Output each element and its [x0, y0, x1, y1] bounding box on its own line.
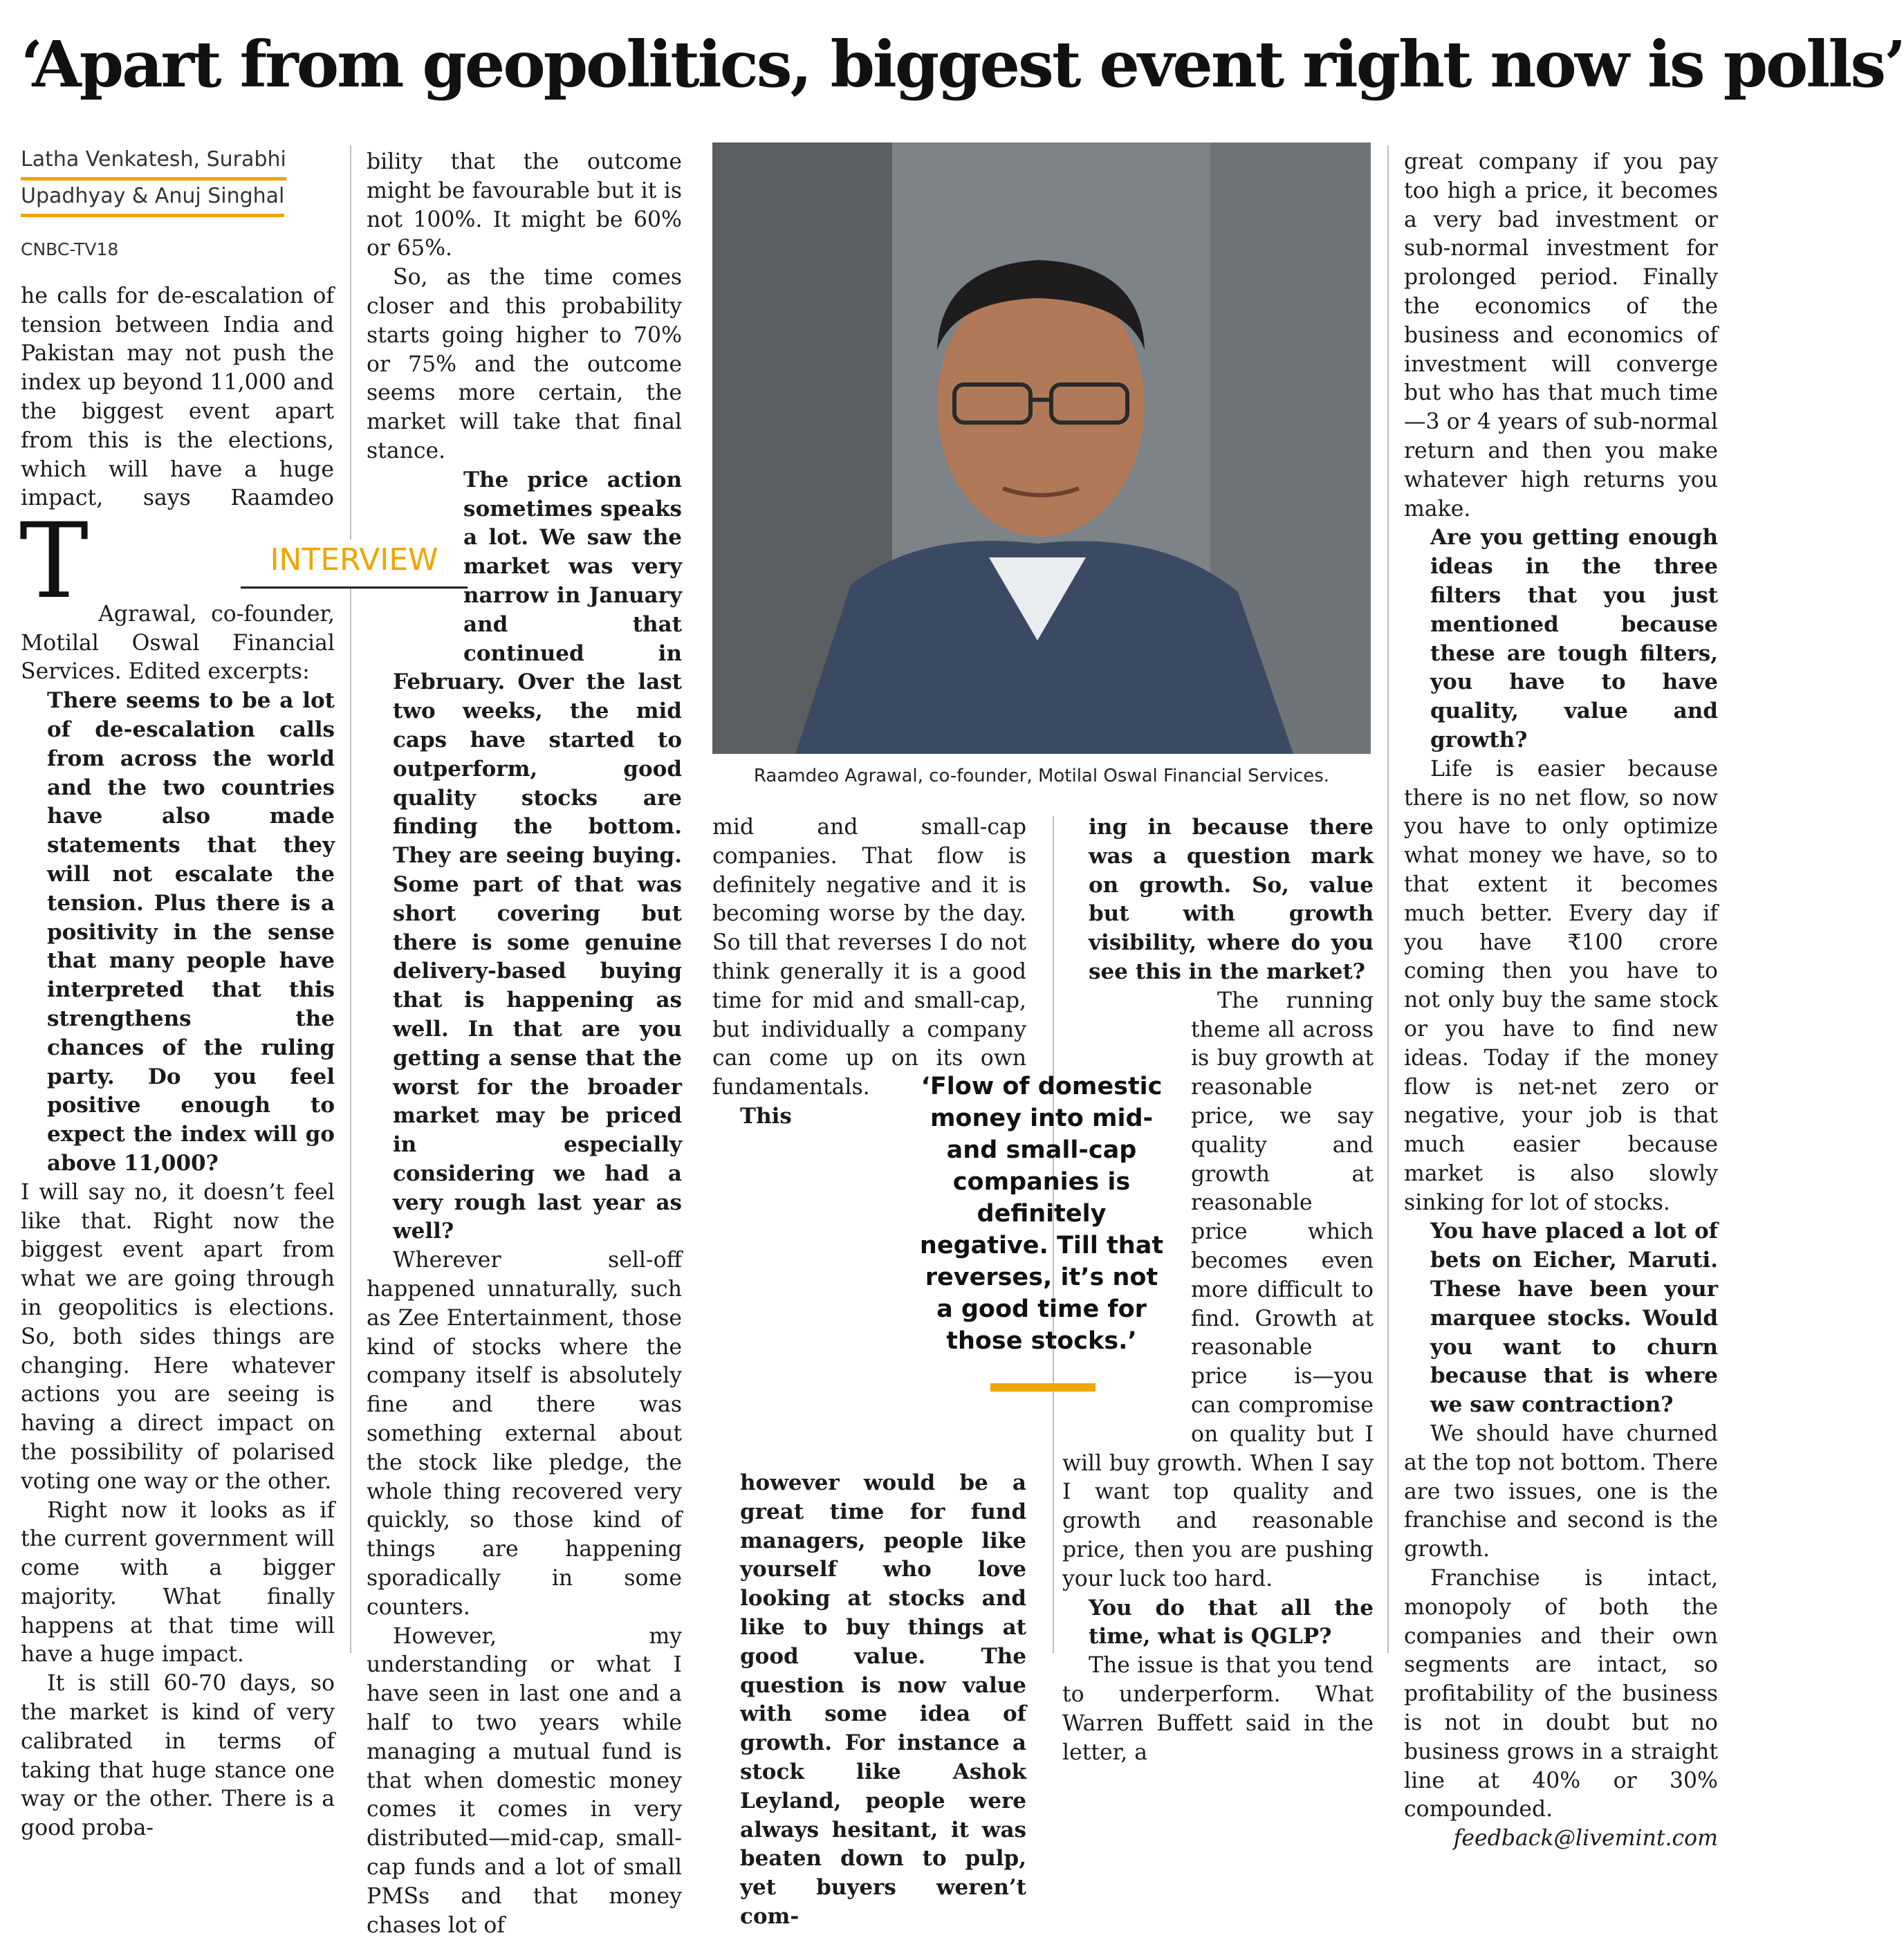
paragraph: So, as the time comes closer and this probability starts going higher to 70% or 75% and the outcome seems more certain, the market will take that final stance.	[367, 265, 682, 463]
answer-6: We should have churned at the top not bottom. There are two issues, one is the franchise and second is the growth.	[1404, 1421, 1718, 1562]
column-2	[367, 148, 682, 1938]
byline-authors-line2: Upadhyay & Anuj Singhal	[21, 181, 284, 217]
column-5	[1404, 148, 1718, 1851]
paragraph: Franchise is intact, monopoly of both the companies and their own segments are intact, so profitability of the business is not in doubt but no business grows in a straight line at 40% or 30% compounded.	[1404, 1566, 1718, 1822]
column-1	[19, 144, 335, 1841]
byline-source: CNBC-TV18	[21, 239, 119, 259]
drop-cap: T	[19, 501, 89, 622]
answer-1: I will say no, it doesn’t feel like that. Right now the biggest event apart from what we are going through in geopolitics is elections. So, both sides things are changing. Here whatever actions you are seeing is having a direct impact on the possibility of polarised voting one way or the other.	[21, 1179, 335, 1494]
question-5: Are you getting enough ideas in the three filters that you just mentioned because these are tough filters, you have to have quality, value and growth?	[1430, 525, 1718, 752]
question-6: You have placed a lot of bets on Eicher, Maruti. These have been your marquee stocks. Would you want to churn because that is where we saw contraction?	[1430, 1219, 1718, 1418]
paragraph: It is still 60-70 days, so the market is kind of very calibrated in terms of taking that huge stance one way or the other. There is a good proba-	[21, 1671, 335, 1841]
answer-2: Wherever sell-off happened unnaturally, such as Zee Entertainment, those kind of stocks where the company itself is absolutely fine and there was something external about the stock like pledge, the whole thing recovered very quickly, so those kind of things are happening sporadically in some counters.	[367, 1248, 682, 1620]
paragraph: bility that the outcome might be favourable but it is not 100%. It might be 60% or 65%.	[367, 149, 682, 261]
paragraph: Right now it looks as if the current government will come with a bigger majority. What finally happens at that time will have a huge impact.	[21, 1497, 335, 1668]
paragraph: However, my understanding or what I have seen in last one and a half to two years while managing a mutual fund is that when domestic money comes it comes in very distributed—mid-cap, small-cap funds and a lot of small PMSs and that money chases lot of	[367, 1623, 682, 1938]
byline-authors-line1: Latha Venkatesh, Surabhi	[21, 144, 286, 181]
question-3-continued: ing in because there was a question mark on growth. So, value but with growth visibility, where do you see this in the market?	[1089, 815, 1374, 984]
question-3: This however would be a great time for fund managers, people like yourself who love looking at stocks and like to buy things at good value. The question is now value with some idea of growth. For instance a stock like Ashok Leyland, people were always hesitant, it was beaten down to pulp, yet buyers weren’t com-	[740, 1103, 1026, 1929]
column-rule	[1387, 145, 1389, 1653]
paragraph: great company if you pay too high a price, it becomes a very bad investment or sub-normal investment for prolonged period. Finally the economics of the business and economics of investment will converge but who has that much time—3 or 4 years of sub-normal return and then you make whatever high returns you make.	[1404, 149, 1718, 521]
question-2: The price action sometimes speaks a lot. We saw the market was very narrow in January and that continued in February. Over the last two weeks, the mid caps have started to outperform, good quality stocks are finding the bottom. They are seeing buying. Some part of that was short covering but there is some genuine delivery-based buying that is happening as well. In that are you getting a sense that the worst for the broader market may be priced in especially considering we had a very rough last year as well?	[393, 467, 682, 1244]
answer-5: Life is easier because there is no net flow, so now you have to only optimize what money we have, so to that extent it becomes much better. Every day if you have ₹100 crore coming then you have to not only buy the same stock or you have to find new ideas. Today if the money flow is net-net zero or negative, your job is that much easier because market is also slowly sinking for lot of stocks.	[1404, 756, 1718, 1215]
portrait-illustration	[712, 142, 1371, 754]
interview-tag: INTERVIEW	[241, 539, 468, 589]
intro-paragraph: T he calls for de-escalation of tension between India and Pakistan may not push the index up beyond 11,000 and the biggest event apart from this is the elections, which will have a huge impact, says Raamdeo Agrawal, co-founder, Motilal Oswal Financial Services. Edited excerpts:	[19, 283, 335, 685]
headline: ‘Apart from geopolitics, biggest event right now is polls’	[21, 27, 1904, 102]
answer-3: The running theme all across is buy growth at reasonable price, we say quality and growth at reasonable price which becomes even more difficult to find. Growth at reasonable price is—you can compromise on quality but I will buy growth. When I say I want top quality and growth and reasonable price, then you are pushing your luck too hard.	[1062, 988, 1374, 1591]
portrait-photo	[712, 142, 1371, 754]
paragraph: mid and small-cap companies. That flow is definitely negative and it is becoming worse by the day. So till that reverses I do not think generally it is a good time for mid and small-cap, but individually a company can come up on its own fundamentals.	[712, 815, 1026, 1100]
photo-caption: Raamdeo Agrawal, co-founder, Motilal Oswal Financial Services.	[753, 766, 1330, 786]
answer-4: The issue is that you tend to underperform. What Warren Buffett said in the letter, a	[1062, 1653, 1374, 1765]
question-4: You do that all the time, what is QGLP?	[1089, 1595, 1374, 1650]
byline	[21, 144, 335, 217]
pull-quote: ‘Flow of domestic money into mid- and small-cap companies is definitely negative. Till that reverses, it’s not a good time for those stocks.’	[919, 1073, 1164, 1355]
column-rule	[350, 145, 351, 1653]
feedback-email[interactable]: feedback@livemint.com	[1453, 1826, 1718, 1851]
question-1: There seems to be a lot of de-escalation calls from across the world and the two countries have also made statements that they will not escalate the tension. Plus there is a positivity in the sense that many people have interpreted that this strengthens the chances of the ruling party. Do you feel positive enough to expect the index will go above 11,000?	[47, 688, 335, 1176]
column-4	[1062, 813, 1374, 1765]
